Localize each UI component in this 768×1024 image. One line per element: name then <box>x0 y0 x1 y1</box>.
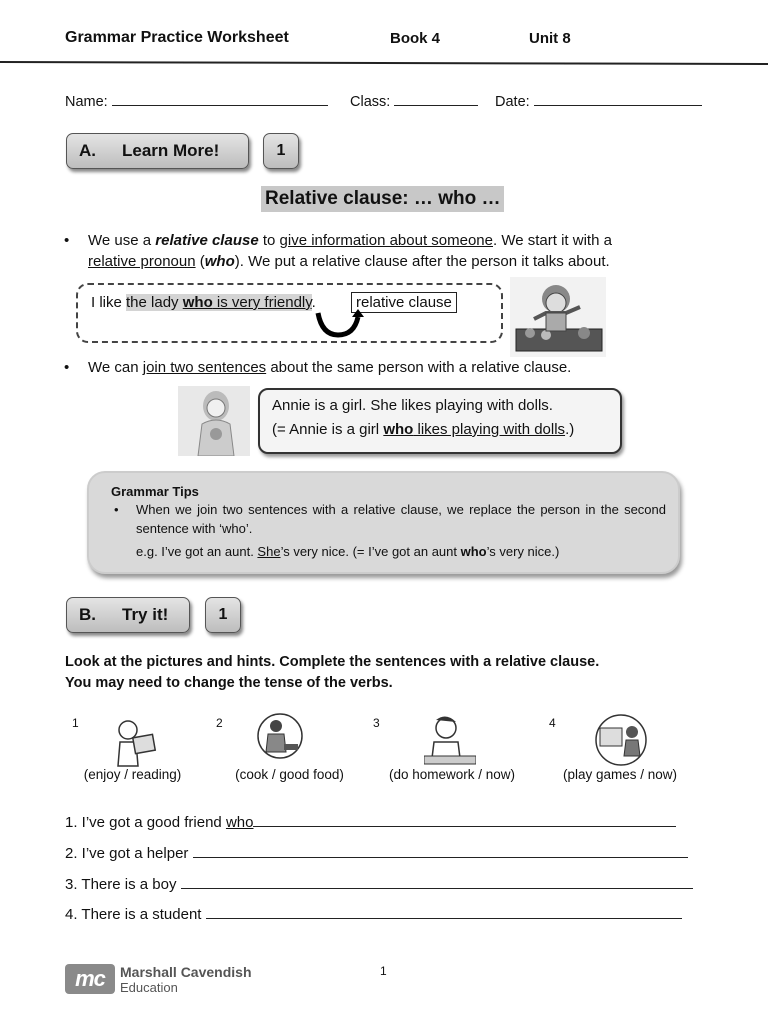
class-label: Class: <box>350 94 391 110</box>
name-field[interactable] <box>65 92 328 110</box>
b2-underline: join two sentences <box>142 359 267 376</box>
tips-text: When we join two sentences with a relative clause, we replace the person in the second sentence with ‘who’. <box>136 502 666 536</box>
question-3 <box>65 875 693 893</box>
b1-term: relative clause <box>155 232 259 249</box>
annie-l2c: likes playing with dolls <box>413 421 566 438</box>
tips-eg3: ’s very nice. (= I’ve got an aunt <box>280 544 461 559</box>
publisher-name: Marshall Cavendish <box>120 964 252 980</box>
bullet-dot: • <box>64 232 70 249</box>
section-a-button <box>66 133 249 169</box>
ex-the-lady: the lady <box>126 294 183 311</box>
b2-text3: about the same person with a relative clause. <box>266 359 572 376</box>
class-blank[interactable] <box>394 92 478 106</box>
section-b-button <box>66 597 190 633</box>
question-4-text: 4. There is a student <box>65 906 206 923</box>
question-2-text: 2. I’ve got a helper <box>65 845 193 862</box>
b1-who: who <box>204 253 235 270</box>
b1-text1: We use a <box>88 232 156 249</box>
question-3-text: 3. There is a boy <box>65 876 181 893</box>
section-b-number: 1 <box>205 597 241 633</box>
name-label: Name: <box>65 94 108 110</box>
tips-heading: Grammar Tips <box>111 484 199 499</box>
b1-pronoun: relative pronoun <box>88 253 196 270</box>
ex-text1: I like <box>91 294 127 311</box>
tips-bullet-dot: • <box>114 502 119 517</box>
b1-text3: to <box>258 232 280 249</box>
b1-underline: give information about someone <box>279 232 493 249</box>
section-a-label: Learn More! <box>122 141 220 160</box>
b1-text9: ). We put a relative clause after the person it talks about. <box>234 253 610 270</box>
picture-caption-2: (cook / good food) <box>235 767 344 782</box>
helper-cooking-icon <box>254 712 306 760</box>
date-field[interactable] <box>495 92 702 110</box>
section-a-number: 1 <box>263 133 299 169</box>
annie-who: who <box>383 421 414 438</box>
unit-label: Unit 8 <box>529 30 571 47</box>
annie-l2a: (= Annie is a girl <box>272 421 384 438</box>
ex-clause: is very friendly <box>212 294 312 311</box>
tips-eg1: e.g. I’ve got an aunt. <box>136 544 258 559</box>
bullet-relative-clause <box>64 230 688 272</box>
publisher-subname: Education <box>120 980 178 995</box>
date-blank[interactable] <box>534 92 702 106</box>
logo-mark: mc <box>75 966 105 991</box>
boy-homework-icon <box>424 716 476 766</box>
instruction-line2: You may need to change the tense of the verbs. <box>65 675 393 691</box>
answer-blank-1[interactable] <box>253 813 676 827</box>
instruction-line1: Look at the pictures and hints. Complete the sentences with a relative clause. <box>65 654 600 670</box>
section-b-letter: B. <box>79 605 96 624</box>
tips-example <box>136 542 559 561</box>
annie-line2 <box>272 418 608 442</box>
question-4 <box>65 905 682 923</box>
question-1-who: who <box>225 814 254 831</box>
girl-with-doll-icon <box>178 386 250 456</box>
answer-blank-2[interactable] <box>193 844 688 858</box>
annie-l2d: .) <box>565 421 575 438</box>
picture-number-1: 1 <box>72 716 79 730</box>
picture-caption-1: (enjoy / reading) <box>83 767 182 782</box>
section-b-label: Try it! <box>122 605 169 624</box>
picture-number-3: 3 <box>373 716 380 730</box>
date-label: Date: <box>495 94 530 110</box>
bullet-join-sentences <box>64 357 688 378</box>
question-2 <box>65 844 688 862</box>
class-field[interactable] <box>350 92 478 110</box>
friendly-lady-icon <box>510 277 606 357</box>
tips-she: She <box>257 544 281 559</box>
answer-blank-4[interactable] <box>206 905 682 919</box>
book-label: Book 4 <box>390 30 441 47</box>
header-divider <box>0 58 768 66</box>
tips-eg5: ’s very nice.) <box>486 544 560 559</box>
ex-who: who <box>182 294 213 311</box>
name-blank[interactable] <box>112 92 328 106</box>
example-sentence <box>91 294 316 311</box>
annie-line1: Annie is a girl. She likes playing with dolls. <box>272 397 553 414</box>
worksheet-title: Grammar Practice Worksheet <box>65 29 289 46</box>
grammar-tips-box <box>87 471 680 574</box>
picture-caption-3: (do homework / now) <box>388 767 516 782</box>
picture-number-4: 4 <box>549 716 556 730</box>
publisher-logo <box>65 964 115 994</box>
annie-example-box <box>258 388 622 454</box>
tips-who: who <box>460 544 487 559</box>
picture-number-2: 2 <box>216 716 223 730</box>
b1-text5: . We start it with a <box>493 232 612 249</box>
ex-period: . <box>311 294 316 311</box>
page-number: 1 <box>380 964 387 978</box>
b1-text7: ( <box>195 253 205 270</box>
bullet-dot: • <box>64 359 70 376</box>
lesson-title: Relative clause: … who … <box>261 186 504 212</box>
answer-blank-3[interactable] <box>181 875 693 889</box>
relative-clause-label: relative clause <box>351 292 457 313</box>
curved-arrow-icon <box>312 309 364 339</box>
question-1-text: 1. I’ve got a good friend <box>65 814 226 831</box>
question-1 <box>65 813 676 831</box>
picture-caption-4: (play games / now) <box>562 767 678 782</box>
b2-text1: We can <box>88 359 143 376</box>
student-computer-icon <box>592 714 650 766</box>
boy-reading-icon <box>110 718 158 768</box>
section-a-letter: A. <box>79 141 96 160</box>
